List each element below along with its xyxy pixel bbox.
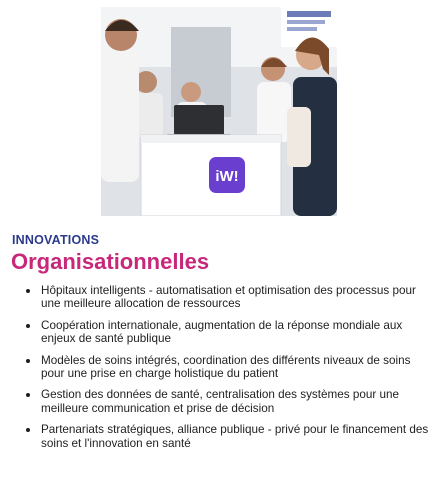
bullet-icon: [26, 359, 30, 363]
list-item: [20, 284, 432, 311]
bullet-icon: [26, 393, 30, 397]
list-item-text: Hôpitaux intelligents - automatisation et optimisation des processus pour une meilleure allocation de ressources: [41, 284, 416, 311]
list-item-text: Modèles de soins intégrés, coordination des différents niveaux de soins pour une prise en charge holistique du patient: [41, 353, 411, 381]
list-item: [20, 354, 432, 381]
list-item-text: Coopération internationale, augmentation de la réponse mondiale aux enjeux de santé publique: [41, 318, 403, 346]
section-kicker: INNOVATIONS: [12, 233, 100, 247]
event-photo: [101, 7, 337, 216]
list-item: [20, 423, 432, 450]
bullet-icon: [26, 428, 30, 432]
list-item-text: Partenariats stratégiques, alliance publique - privé pour le financement des soins et l'innovation en santé: [41, 423, 429, 450]
list-item: [20, 388, 432, 415]
innovation-list: [20, 284, 432, 458]
list-item: [20, 319, 432, 346]
list-item-text: Gestion des données de santé, centralisation des systèmes pour une meilleure communication et prise de décision: [41, 388, 399, 415]
event-photo-illustration: [101, 7, 337, 216]
bullet-icon: [26, 289, 30, 293]
brand-logo-text: iW!: [215, 168, 239, 185]
bullet-icon: [26, 324, 30, 328]
section-title: Organisationnelles: [11, 249, 210, 274]
